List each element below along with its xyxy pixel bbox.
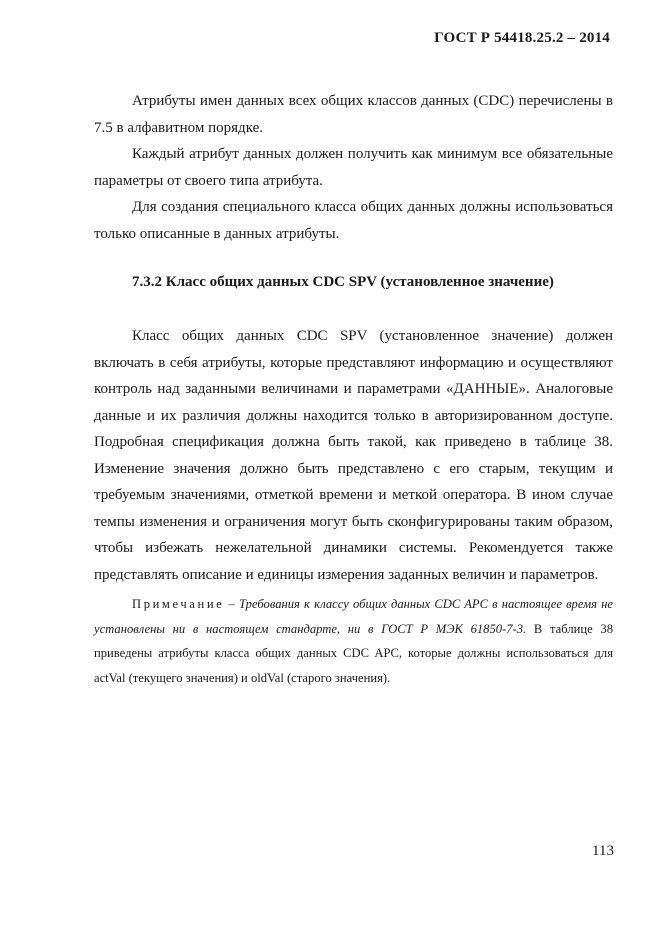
document-header: ГОСТ Р 54418.25.2 – 2014 bbox=[434, 30, 610, 46]
page-number: 113 bbox=[592, 843, 614, 859]
note-label: Примечание bbox=[132, 597, 225, 611]
paragraph-spv-description: Класс общих данных CDC SPV (установленное значение) должен включать в себя атрибуты, которые представляют информацию и осуществляют контроль над заданными величинами и параметрами «ДАННЫЕ». Аналоговые данные и их различия должны находится только в авторизированном доступе. Подробная спецификация должна быть такой, как приведено в таблице 38. Изменение значения должно быть представлено с его старым, текущим и требуемым значениями, отметкой времени и меткой оператора. В ином случае темпы изменения и ограничения могут быть сконфигурированы таким образом, чтобы избежать нежелательной динамики системы. Рекомендуется также представлять описание и единицы измерения заданных величин и параметров. bbox=[94, 328, 613, 583]
paragraph-attribute-parameters: Каждый атрибут данных должен получить как минимум все обязательные параметры от своего типа атрибута. bbox=[94, 146, 613, 189]
section-spacer bbox=[94, 295, 613, 323]
page-body bbox=[94, 88, 613, 690]
paragraph-special-class: Для создания специального класса общих данных должны использоваться только описанные в данных атрибуты. bbox=[94, 199, 613, 242]
note-italic-text: Требования к классу общих данных CDC APC в настоящее время не установлены ни в настоящем стандарте, ни в ГОСТ Р МЭК 61850-7-3. bbox=[94, 597, 613, 636]
note-block bbox=[94, 592, 613, 690]
note-text: В таблице 38 приведены атрибуты класса общих данных CDC APC, которые должны использоваться для actVal (текущего значения) и oldVal (старого значения). bbox=[94, 621, 613, 685]
section-title: 7.3.2 Класс общих данных CDC SPV (установленное значение) bbox=[132, 274, 554, 290]
note-dash: – bbox=[224, 597, 239, 611]
paragraph-cdc-attributes: Атрибуты имен данных всех общих классов данных (CDC) перечислены в 7.5 в алфавитном порядке. bbox=[94, 93, 613, 136]
